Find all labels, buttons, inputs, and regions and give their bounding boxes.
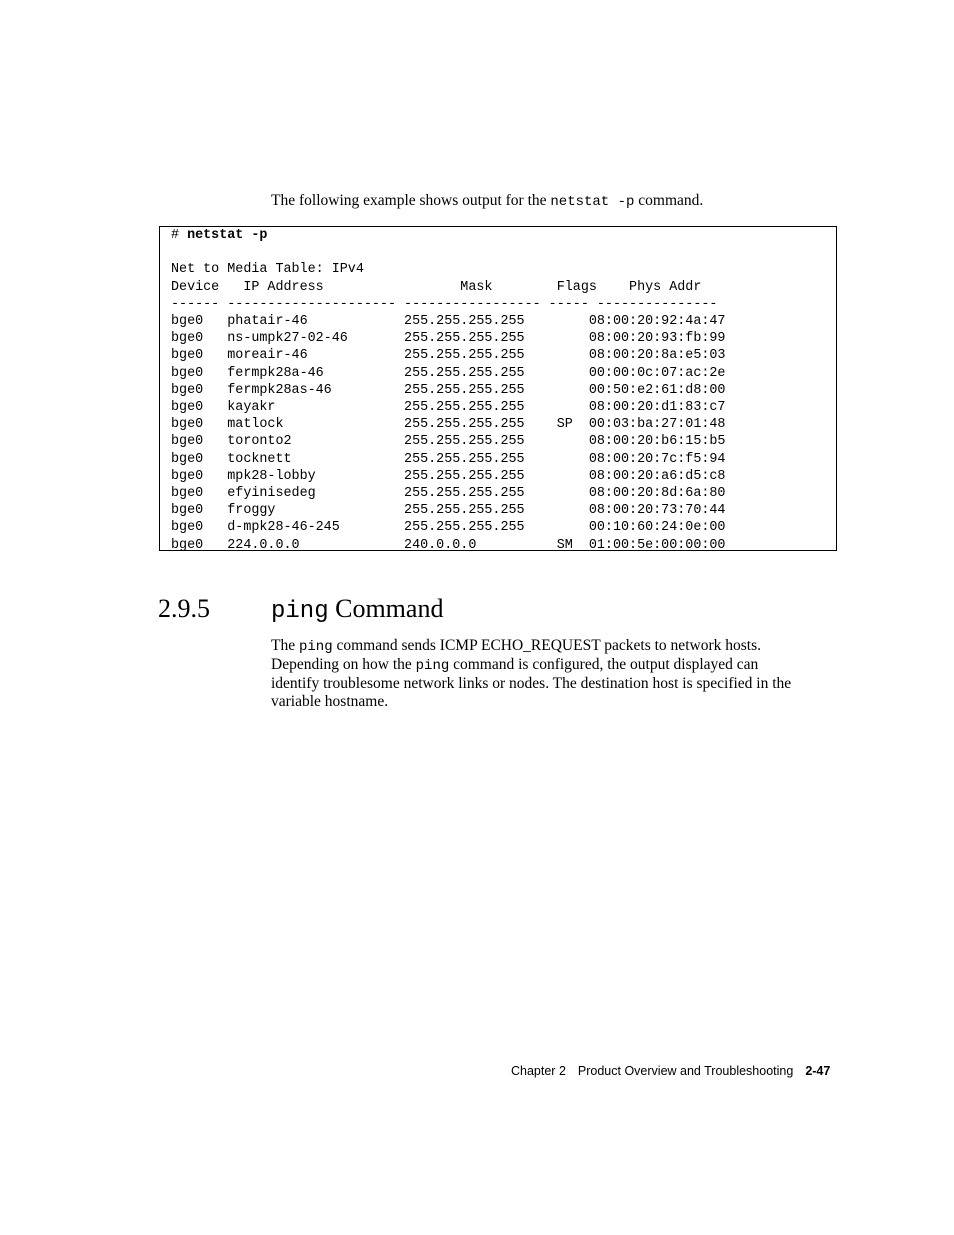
intro-command: netstat -p (550, 194, 635, 210)
code-line-row: bge0 toronto2 255.255.255.255 08:00:20:b6:15:b5 (171, 434, 726, 450)
inline-code-ping: ping (298, 639, 333, 655)
code-line-row: bge0 mpk28-lobby 255.255.255.255 08:00:20:a6:d5:c8 (171, 468, 726, 484)
code-line-row: bge0 matlock 255.255.255.255 SP 00:03:ba:27:01:48 (171, 417, 726, 433)
code-line-row: bge0 moreair-46 255.255.255.255 08:00:20:8a:e5:03 (171, 348, 726, 364)
intro-text-after: command. (634, 192, 704, 209)
footer-title: Product Overview and Troubleshooting (577, 1064, 794, 1078)
code-line-row: bge0 fermpk28a-46 255.255.255.255 00:00:0c:07:ac:2e (171, 365, 726, 381)
code-line-row: bge0 fermpk28as-46 255.255.255.255 00:50:e2:61:d8:00 (171, 382, 726, 398)
paragraph-text: The (271, 637, 299, 654)
page-number: 2-47 (805, 1064, 831, 1078)
paragraph-text: command sends ICMP ECHO_REQUEST packets to network hosts. (332, 637, 761, 654)
code-line-row: bge0 kayakr 255.255.255.255 08:00:20:d1:83:c7 (171, 400, 726, 415)
code-block (159, 226, 837, 551)
code-line-table-title: Net to Media Table: IPv4 (171, 262, 364, 278)
code-command-line (171, 227, 267, 244)
section-title-text: Command (328, 594, 444, 623)
code-prompt: # (171, 228, 188, 243)
section-number: 2.9.5 (158, 594, 210, 623)
inline-code-ping: ping (415, 658, 450, 674)
paragraph-line (271, 656, 843, 675)
code-line-row: bge0 efyinisedeg 255.255.255.255 08:00:20:8d:6a:80 (171, 486, 726, 501)
code-line-row: bge0 ns-umpk27-02-46 255.255.255.255 08:00:20:93:fb:99 (171, 331, 726, 347)
paragraph-line: identify troublesome network links or nodes. The destination host is specified in the (271, 675, 792, 692)
paragraph-line (271, 637, 843, 656)
paragraph-text: command is configured, the output displayed can (449, 656, 759, 673)
paragraph-line: variable hostname. (271, 693, 389, 710)
code-line-row: bge0 tocknett 255.255.255.255 08:00:20:7c:f5:94 (171, 451, 726, 467)
footer-chapter: Chapter 2 (511, 1064, 566, 1078)
code-line-row: bge0 224.0.0.0 240.0.0.0 SM 01:00:5e:00:00:00 (171, 537, 726, 553)
section-title (271, 593, 443, 628)
paragraph-text: Depending on how the (271, 656, 416, 673)
code-line-table-header: Device IP Address Mask Flags Phys Addr (171, 279, 702, 295)
code-line-row: bge0 phatair-46 255.255.255.255 08:00:20:92:4a:47 (171, 314, 726, 329)
page-footer (511, 1063, 830, 1079)
code-line-row: bge0 d-mpk28-46-245 255.255.255.255 00:10:60:24:0e:00 (171, 520, 726, 536)
intro-text-before: The following example shows output for the (271, 192, 551, 209)
section-title-code: ping (271, 598, 329, 625)
body-paragraph (271, 637, 843, 711)
intro-sentence (271, 191, 703, 212)
code-command: netstat -p (187, 228, 268, 243)
code-line-separator: ------ --------------------- ----------------- ----- --------------- (171, 296, 718, 312)
code-line-row: bge0 froggy 255.255.255.255 08:00:20:73:70:44 (171, 503, 726, 519)
